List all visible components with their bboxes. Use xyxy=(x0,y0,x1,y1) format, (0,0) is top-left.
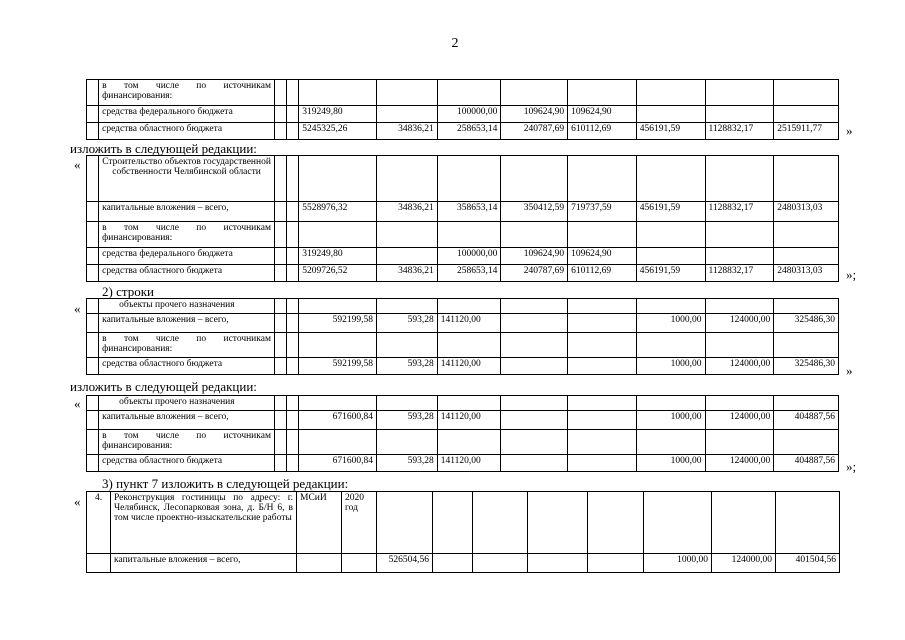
table-cell xyxy=(568,396,637,411)
table-cell xyxy=(299,156,377,202)
table-cell xyxy=(377,222,438,248)
table-cell xyxy=(87,106,99,123)
table-cell xyxy=(774,106,839,123)
table-cell xyxy=(274,202,286,222)
table-cell xyxy=(501,411,568,430)
table-cell xyxy=(287,265,299,282)
table-cell xyxy=(473,554,528,573)
table-cell xyxy=(705,80,774,106)
table-cell xyxy=(588,492,644,554)
table-cell: 593,28 xyxy=(377,314,438,333)
row-label: в том числе по источникам финансирования: xyxy=(99,333,275,358)
table-row xyxy=(87,333,839,358)
table-cell xyxy=(274,156,286,202)
table-cell xyxy=(528,554,588,573)
section-title: объекты прочего назначения xyxy=(99,396,275,411)
table-cell: 610112,69 xyxy=(568,123,637,140)
table-cell: 124000,00 xyxy=(712,554,776,573)
table-cell: 109624,90 xyxy=(501,248,568,265)
table-cell: 593,28 xyxy=(377,455,438,472)
table-cell xyxy=(274,106,286,123)
table-cell: 141120,00 xyxy=(437,411,501,430)
table-cell xyxy=(274,396,286,411)
table-cell: 325486,30 xyxy=(774,314,839,333)
table-cell: 124000,00 xyxy=(705,358,774,375)
table-row xyxy=(87,156,839,202)
table-cell xyxy=(437,430,501,455)
table-cell xyxy=(568,80,637,106)
table-cell xyxy=(287,106,299,123)
open-quote: « xyxy=(74,396,81,411)
table-cell xyxy=(299,80,377,106)
table-cell: 141120,00 xyxy=(437,455,501,472)
table-cell xyxy=(705,248,774,265)
table-cell xyxy=(774,396,839,411)
table-cell xyxy=(274,265,286,282)
table-block-1 xyxy=(86,79,839,140)
table-cell: 325486,30 xyxy=(774,358,839,375)
table-cell xyxy=(774,222,839,248)
table-cell xyxy=(501,358,568,375)
object-title: Реконструкция гостиницы по адресу: г. Челябинск, Лесопарковая зона, д. Б/Н 6, в том числе проектно-изыскательские работы xyxy=(111,492,297,554)
table-cell: 240787,69 xyxy=(501,265,568,282)
table-cell: 1128832,17 xyxy=(705,202,774,222)
table-cell: 109624,90 xyxy=(568,248,637,265)
table-cell: 34836,21 xyxy=(377,123,438,140)
table-cell xyxy=(568,222,637,248)
close-quote: » xyxy=(846,123,853,138)
table-cell xyxy=(437,333,501,358)
table-row xyxy=(87,248,839,265)
table-cell xyxy=(568,156,637,202)
table-cell: 5209726,52 xyxy=(299,265,377,282)
table-cell: 34836,21 xyxy=(377,265,438,282)
table-cell: 456191,59 xyxy=(636,202,705,222)
row-label: средства областного бюджета xyxy=(99,123,275,140)
table-cell xyxy=(433,492,473,554)
table-cell xyxy=(274,80,286,106)
table-cell xyxy=(636,106,705,123)
table-cell: 404887,56 xyxy=(774,411,839,430)
table-cell xyxy=(568,358,637,375)
table-cell xyxy=(87,358,99,375)
table-cell xyxy=(87,156,99,202)
table-cell xyxy=(287,411,299,430)
row-label: средства областного бюджета xyxy=(99,455,275,472)
table-cell: 141120,00 xyxy=(437,314,501,333)
table-cell: 671600,84 xyxy=(299,411,377,430)
table-cell: 240787,69 xyxy=(501,123,568,140)
table-row xyxy=(87,492,840,554)
table-cell xyxy=(528,492,588,554)
table-cell: 1000,00 xyxy=(636,314,705,333)
table-cell xyxy=(87,430,99,455)
table-cell xyxy=(287,222,299,248)
table-cell xyxy=(588,554,644,573)
row-label: в том числе по источникам финансирования: xyxy=(99,222,275,248)
table-cell xyxy=(87,554,111,573)
open-quote: « xyxy=(74,157,81,172)
table-cell xyxy=(287,248,299,265)
table-cell xyxy=(705,106,774,123)
table-cell xyxy=(274,411,286,430)
table-cell xyxy=(87,202,99,222)
table-cell: 109624,90 xyxy=(501,106,568,123)
table-cell: 719737,59 xyxy=(568,202,637,222)
table-cell xyxy=(644,492,712,554)
table-cell xyxy=(774,156,839,202)
row-label: средства федерального бюджета xyxy=(99,106,275,123)
table-cell xyxy=(87,314,99,333)
table-cell xyxy=(501,333,568,358)
table-row xyxy=(87,430,839,455)
table-cell xyxy=(501,80,568,106)
table-cell xyxy=(287,123,299,140)
table-cell: 2480313,03 xyxy=(774,202,839,222)
table-cell xyxy=(377,80,438,106)
table-cell: 350412,59 xyxy=(501,202,568,222)
table-row xyxy=(87,554,840,573)
table-cell xyxy=(287,396,299,411)
table-cell xyxy=(87,265,99,282)
table-cell xyxy=(636,299,705,314)
table-cell xyxy=(705,430,774,455)
table-cell: 319249,80 xyxy=(299,248,377,265)
row-label: средства областного бюджета xyxy=(99,265,275,282)
table-cell: 5528976,32 xyxy=(299,202,377,222)
table-row xyxy=(87,123,839,140)
table-cell: 124000,00 xyxy=(705,314,774,333)
row-label: в том числе по источникам финансирования: xyxy=(99,80,275,106)
table-row xyxy=(87,358,839,375)
table-cell xyxy=(437,396,501,411)
table-cell xyxy=(501,314,568,333)
table-cell xyxy=(501,396,568,411)
row-label: капитальные вложения – всего, xyxy=(99,314,275,333)
table-row xyxy=(87,222,839,248)
table-block-4 xyxy=(86,395,839,472)
table-cell xyxy=(568,455,637,472)
table-block-3 xyxy=(86,298,839,375)
table-cell xyxy=(87,123,99,140)
table-cell xyxy=(87,333,99,358)
row-label: средства областного бюджета xyxy=(99,358,275,375)
table-cell xyxy=(705,222,774,248)
table-cell xyxy=(712,492,776,554)
heading-edit-1: изложить в следующей редакции: xyxy=(70,141,257,156)
table-cell xyxy=(377,492,433,554)
table-cell: 124000,00 xyxy=(705,455,774,472)
heading-edit-2: изложить в следующей редакции: xyxy=(70,379,257,394)
table-cell: 1128832,17 xyxy=(705,123,774,140)
table-cell xyxy=(568,314,637,333)
table-cell xyxy=(287,80,299,106)
table-cell: 456191,59 xyxy=(636,265,705,282)
table-cell xyxy=(87,455,99,472)
table-cell: 258653,14 xyxy=(437,123,501,140)
year: 2020 год xyxy=(342,492,377,554)
table-cell: 593,28 xyxy=(377,358,438,375)
table-cell: 2515911,77 xyxy=(774,123,839,140)
table-row xyxy=(87,80,839,106)
table-cell xyxy=(437,299,501,314)
table-cell xyxy=(87,299,99,314)
close-quote: »; xyxy=(846,267,857,282)
table-cell xyxy=(274,455,286,472)
table-cell xyxy=(87,396,99,411)
close-quote: » xyxy=(846,363,853,378)
table-cell: 1000,00 xyxy=(636,411,705,430)
table-cell xyxy=(437,222,501,248)
table-cell xyxy=(636,333,705,358)
table-cell xyxy=(501,222,568,248)
open-quote: « xyxy=(74,494,81,509)
table-cell xyxy=(377,299,438,314)
table-cell xyxy=(299,299,377,314)
table-cell xyxy=(433,554,473,573)
table-cell xyxy=(636,156,705,202)
table-row xyxy=(87,202,839,222)
table-cell: 319249,80 xyxy=(299,106,377,123)
table-cell xyxy=(299,222,377,248)
table-cell xyxy=(287,333,299,358)
table-cell: 1000,00 xyxy=(644,554,712,573)
table-cell xyxy=(501,430,568,455)
table-cell xyxy=(287,202,299,222)
table-cell xyxy=(776,492,840,554)
row-label: капитальные вложения – всего, xyxy=(99,411,275,430)
table-cell xyxy=(274,314,286,333)
table-cell: 109624,90 xyxy=(568,106,637,123)
table-cell: 592199,58 xyxy=(299,358,377,375)
table-cell: 401504,56 xyxy=(776,554,840,573)
table-row xyxy=(87,396,839,411)
table-cell xyxy=(774,333,839,358)
table-cell xyxy=(274,333,286,358)
row-label: средства федерального бюджета xyxy=(99,248,275,265)
table-cell xyxy=(501,455,568,472)
item-number: 4. xyxy=(87,492,111,554)
table-cell xyxy=(636,80,705,106)
table-row xyxy=(87,455,839,472)
table-cell xyxy=(377,156,438,202)
table-cell xyxy=(274,248,286,265)
table-row xyxy=(87,411,839,430)
table-cell: 258653,14 xyxy=(437,265,501,282)
table-cell xyxy=(299,396,377,411)
table-cell xyxy=(287,455,299,472)
table-cell xyxy=(299,333,377,358)
table-block-2 xyxy=(86,155,839,282)
table-cell xyxy=(299,430,377,455)
table-cell: 610112,69 xyxy=(568,265,637,282)
page-number: 2 xyxy=(451,36,459,51)
table-cell xyxy=(774,80,839,106)
table-cell: 592199,58 xyxy=(299,314,377,333)
table-cell xyxy=(473,492,528,554)
table-cell xyxy=(636,396,705,411)
table-cell xyxy=(568,299,637,314)
table-cell xyxy=(636,222,705,248)
table-cell xyxy=(774,430,839,455)
table-cell xyxy=(274,299,286,314)
section-title: объекты прочего назначения xyxy=(99,299,275,314)
table-cell xyxy=(774,248,839,265)
table-cell xyxy=(274,358,286,375)
table-cell xyxy=(568,430,637,455)
heading-lines: 2) строки xyxy=(102,284,154,299)
table-cell xyxy=(705,299,774,314)
table-cell: 1128832,17 xyxy=(705,265,774,282)
table-cell xyxy=(297,554,342,573)
table-cell: 593,28 xyxy=(377,411,438,430)
table-cell xyxy=(287,430,299,455)
table-cell xyxy=(568,411,637,430)
table-cell: 141120,00 xyxy=(437,358,501,375)
table-cell: 5245325,26 xyxy=(299,123,377,140)
table-cell xyxy=(377,333,438,358)
table-cell: 358653,14 xyxy=(437,202,501,222)
table-cell: 671600,84 xyxy=(299,455,377,472)
table-cell xyxy=(274,123,286,140)
table-cell xyxy=(274,222,286,248)
table-block-5 xyxy=(86,491,840,573)
executor: МСиИ xyxy=(297,492,342,554)
row-label: капитальные вложения – всего, xyxy=(99,202,275,222)
table-cell xyxy=(377,248,438,265)
table-row xyxy=(87,299,839,314)
table-row xyxy=(87,106,839,123)
row-label: в том числе по источникам финансирования: xyxy=(99,430,275,455)
section-title: Строительство объектов государственной собственности Челябинской области xyxy=(99,156,275,202)
table-cell: 100000,00 xyxy=(437,248,501,265)
table-cell: 1000,00 xyxy=(636,358,705,375)
row-label: капитальные вложения – всего, xyxy=(111,554,297,573)
table-cell xyxy=(342,554,377,573)
table-cell xyxy=(87,80,99,106)
table-cell xyxy=(437,80,501,106)
table-cell xyxy=(274,430,286,455)
table-cell xyxy=(501,156,568,202)
table-cell: 2480313,03 xyxy=(774,265,839,282)
table-cell: 34836,21 xyxy=(377,202,438,222)
table-cell xyxy=(287,299,299,314)
table-cell xyxy=(705,333,774,358)
table-cell: 124000,00 xyxy=(705,411,774,430)
table-cell xyxy=(87,222,99,248)
close-quote: »; xyxy=(846,459,857,474)
table-cell xyxy=(774,299,839,314)
table-cell xyxy=(705,396,774,411)
table-cell: 1000,00 xyxy=(636,455,705,472)
table-cell xyxy=(87,411,99,430)
table-cell xyxy=(705,156,774,202)
table-cell xyxy=(636,248,705,265)
table-row xyxy=(87,314,839,333)
table-cell: 100000,00 xyxy=(437,106,501,123)
table-cell xyxy=(377,430,438,455)
table-cell xyxy=(377,396,438,411)
table-row xyxy=(87,265,839,282)
heading-item-7: 3) пункт 7 изложить в следующей редакции: xyxy=(102,476,349,491)
table-cell xyxy=(287,358,299,375)
table-cell xyxy=(287,156,299,202)
table-cell: 404887,56 xyxy=(774,455,839,472)
table-cell xyxy=(287,314,299,333)
table-cell xyxy=(636,430,705,455)
table-cell xyxy=(87,248,99,265)
table-cell xyxy=(437,156,501,202)
table-cell xyxy=(568,333,637,358)
table-cell xyxy=(377,106,438,123)
table-cell: 456191,59 xyxy=(636,123,705,140)
table-cell xyxy=(501,299,568,314)
open-quote: « xyxy=(74,301,81,316)
table-cell: 526504,56 xyxy=(377,554,433,573)
